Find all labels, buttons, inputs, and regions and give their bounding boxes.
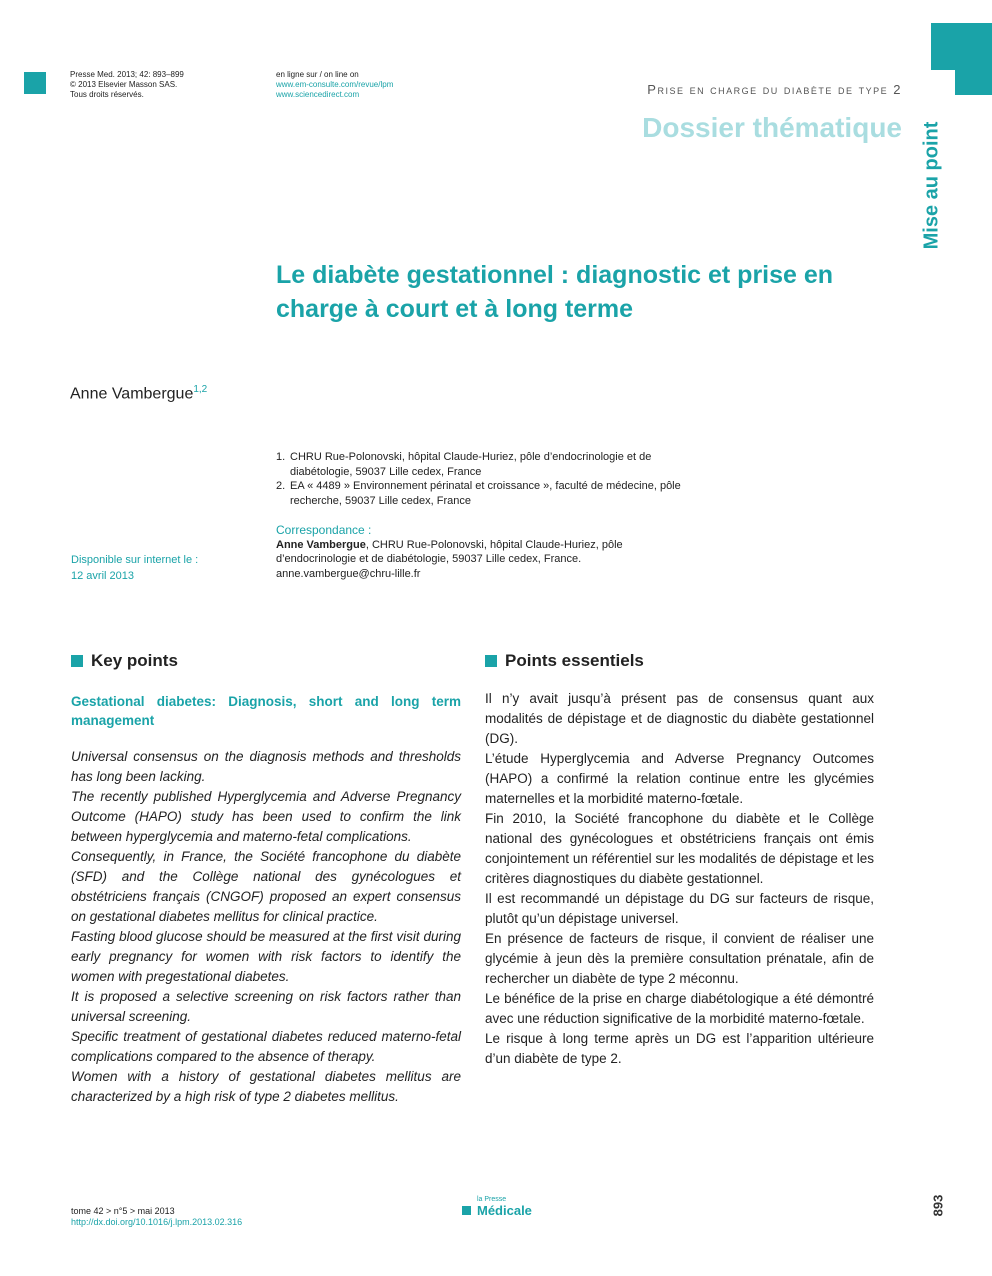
article-title: Le diabète gestationnel : diagnostic et prise en charge à court et à long terme (276, 261, 834, 323)
key-points-body (71, 747, 461, 1107)
available-date: 12 avril 2013 (71, 570, 134, 582)
journal-logo (462, 1196, 532, 1218)
paragraph: Women with a history of gestational diabetes mellitus are characterized by a high risk of type 2 diabetes mellitus. (71, 1069, 461, 1104)
paragraph: Consequently, in France, the Société francophone du diabète (SFD) and the Collège national des gynécologues et obstétriciens français (CNGOF) proposed an expert consensus on gestational diabetes mellitus for clinical practice. (71, 849, 461, 924)
online-info (276, 70, 393, 100)
affiliation-number: 2. (276, 480, 286, 492)
paragraph: L’étude Hyperglycemia and Adverse Pregnancy Outcomes (HAPO) a confirmé la relation continue entre les glycémies maternelles et la morbidité materno-fœtale. (485, 751, 874, 806)
points-essentiels-heading (485, 651, 644, 671)
dossier-label: Dossier thématique (642, 112, 902, 143)
logo-text (477, 1196, 532, 1218)
logo-line2: Médicale (477, 1203, 532, 1218)
url-link[interactable]: www.em-consulte.com/revue/lpm (276, 80, 394, 89)
journal-citation (70, 70, 184, 100)
paragraph: Specific treatment of gestational diabetes reduced materno-fetal complications compared to the absence of therapy. (71, 1029, 461, 1064)
key-points-subtitle: Gestational diabetes: Diagnosis, short and long term management (71, 694, 461, 728)
affiliation-text: CHRU Rue-Polonovski, hôpital Claude-Huriez, pôle d’endocrinologie et de diabétologie, 59037 Lille cedex, France (290, 451, 652, 478)
vertical-label-text: Mise au point (920, 121, 943, 250)
page-number-text: 893 (930, 1194, 946, 1216)
key-points-heading-text: Key points (91, 651, 178, 670)
paragraph: The recently published Hyperglycemia and Adverse Pregnancy Outcome (HAPO) study has been used to confirm the link between hyperglycemia and materno-fetal complications. (71, 789, 461, 844)
corner-square-decoration (24, 72, 46, 94)
affiliations (276, 450, 696, 508)
affiliation-text: EA « 4489 » Environnement périnatal et croissance », faculté de médecine, pôle recherche, 59037 Lille cedex, France (290, 480, 681, 507)
correspondence-addr: , CHRU Rue-Polonovski, hôpital Claude-Huriez, pôle d’endocrinologie et de diabétologie, 59037 Lille cedex, France. (276, 538, 623, 565)
paragraph: Le bénéfice de la prise en charge diabétologique a été démontré avec une réduction significative de la morbidité materno-fœtale. (485, 991, 874, 1026)
author-name: Anne Vambergue (70, 385, 194, 403)
citation-line: Presse Med. 2013; 42: 893–899 (70, 70, 184, 79)
logo-line1: la Presse (477, 1196, 507, 1203)
online-label: en ligne sur / on line on (276, 70, 359, 79)
citation-line: Tous droits réservés. (70, 90, 144, 99)
footer-citation (71, 1206, 242, 1228)
paragraph: Universal consensus on the diagnosis methods and thresholds has long been lacking. (71, 749, 461, 784)
correspondence-name: Anne Vambergue (276, 538, 366, 551)
affiliation-item (276, 450, 696, 479)
issue-info: tome 42 > n°5 > mai 2013 (71, 1206, 175, 1216)
affiliation-number: 1. (276, 451, 286, 463)
logo-square-icon (462, 1206, 471, 1215)
doi-link[interactable]: http://dx.doi.org/10.1016/j.lpm.2013.02.316 (71, 1217, 243, 1227)
paragraph: Il est recommandé un dépistage du DG sur facteurs de risque, plutôt qu’un dépistage universel. (485, 891, 874, 926)
correspondence-label: Correspondance : (276, 523, 372, 537)
availability (71, 552, 198, 584)
author (70, 384, 207, 403)
correspondence (276, 523, 696, 581)
author-affil-ref: 1,2 (193, 384, 208, 395)
available-label: Disponible sur internet le : (71, 554, 199, 566)
paragraph: Il n’y avait jusqu’à présent pas de consensus quant aux modalités de dépistage et de diagnostic du diabète gestationnel (DG). (485, 691, 874, 746)
vertical-label (914, 118, 950, 253)
square-bullet-icon (71, 655, 83, 667)
section-title: Prise en charge du diabète de type 2 (647, 82, 902, 97)
citation-line: © 2013 Elsevier Masson SAS. (70, 80, 178, 89)
paragraph: Fasting blood glucose should be measured at the first visit during early pregnancy for women with risk factors to identify the women with pregestational diabetes. (71, 929, 461, 984)
section-tab-notch (931, 70, 955, 95)
correspondence-address (276, 538, 696, 567)
points-essentiels-body (485, 689, 874, 1069)
url-link[interactable]: www.sciencedirect.com (276, 90, 360, 99)
paragraph: It is proposed a selective screening on risk factors rather than universal screening. (71, 989, 461, 1024)
page-number (926, 1192, 950, 1218)
affiliation-item (276, 479, 696, 508)
square-bullet-icon (485, 655, 497, 667)
paragraph: En présence de facteurs de risque, il convient de réaliser une glycémie à jeun dès la première consultation prénatale, afin de rechercher un diabète de type 2 méconnu. (485, 931, 874, 986)
paragraph: Fin 2010, la Société francophone du diabète et le Collège national des gynécologues et obstétriciens français ont émis conjointement un référentiel sur les modalités de dépistage et les critères diagnostiques du diabète gestationnel. (485, 811, 874, 886)
paragraph: Le risque à long terme après un DG est l’apparition ultérieure d’un diabète de type 2. (485, 1031, 874, 1066)
key-points-heading (71, 651, 178, 671)
points-essentiels-heading-text: Points essentiels (505, 651, 644, 670)
correspondence-email[interactable]: anne.vambergue@chru-lille.fr (276, 567, 421, 580)
